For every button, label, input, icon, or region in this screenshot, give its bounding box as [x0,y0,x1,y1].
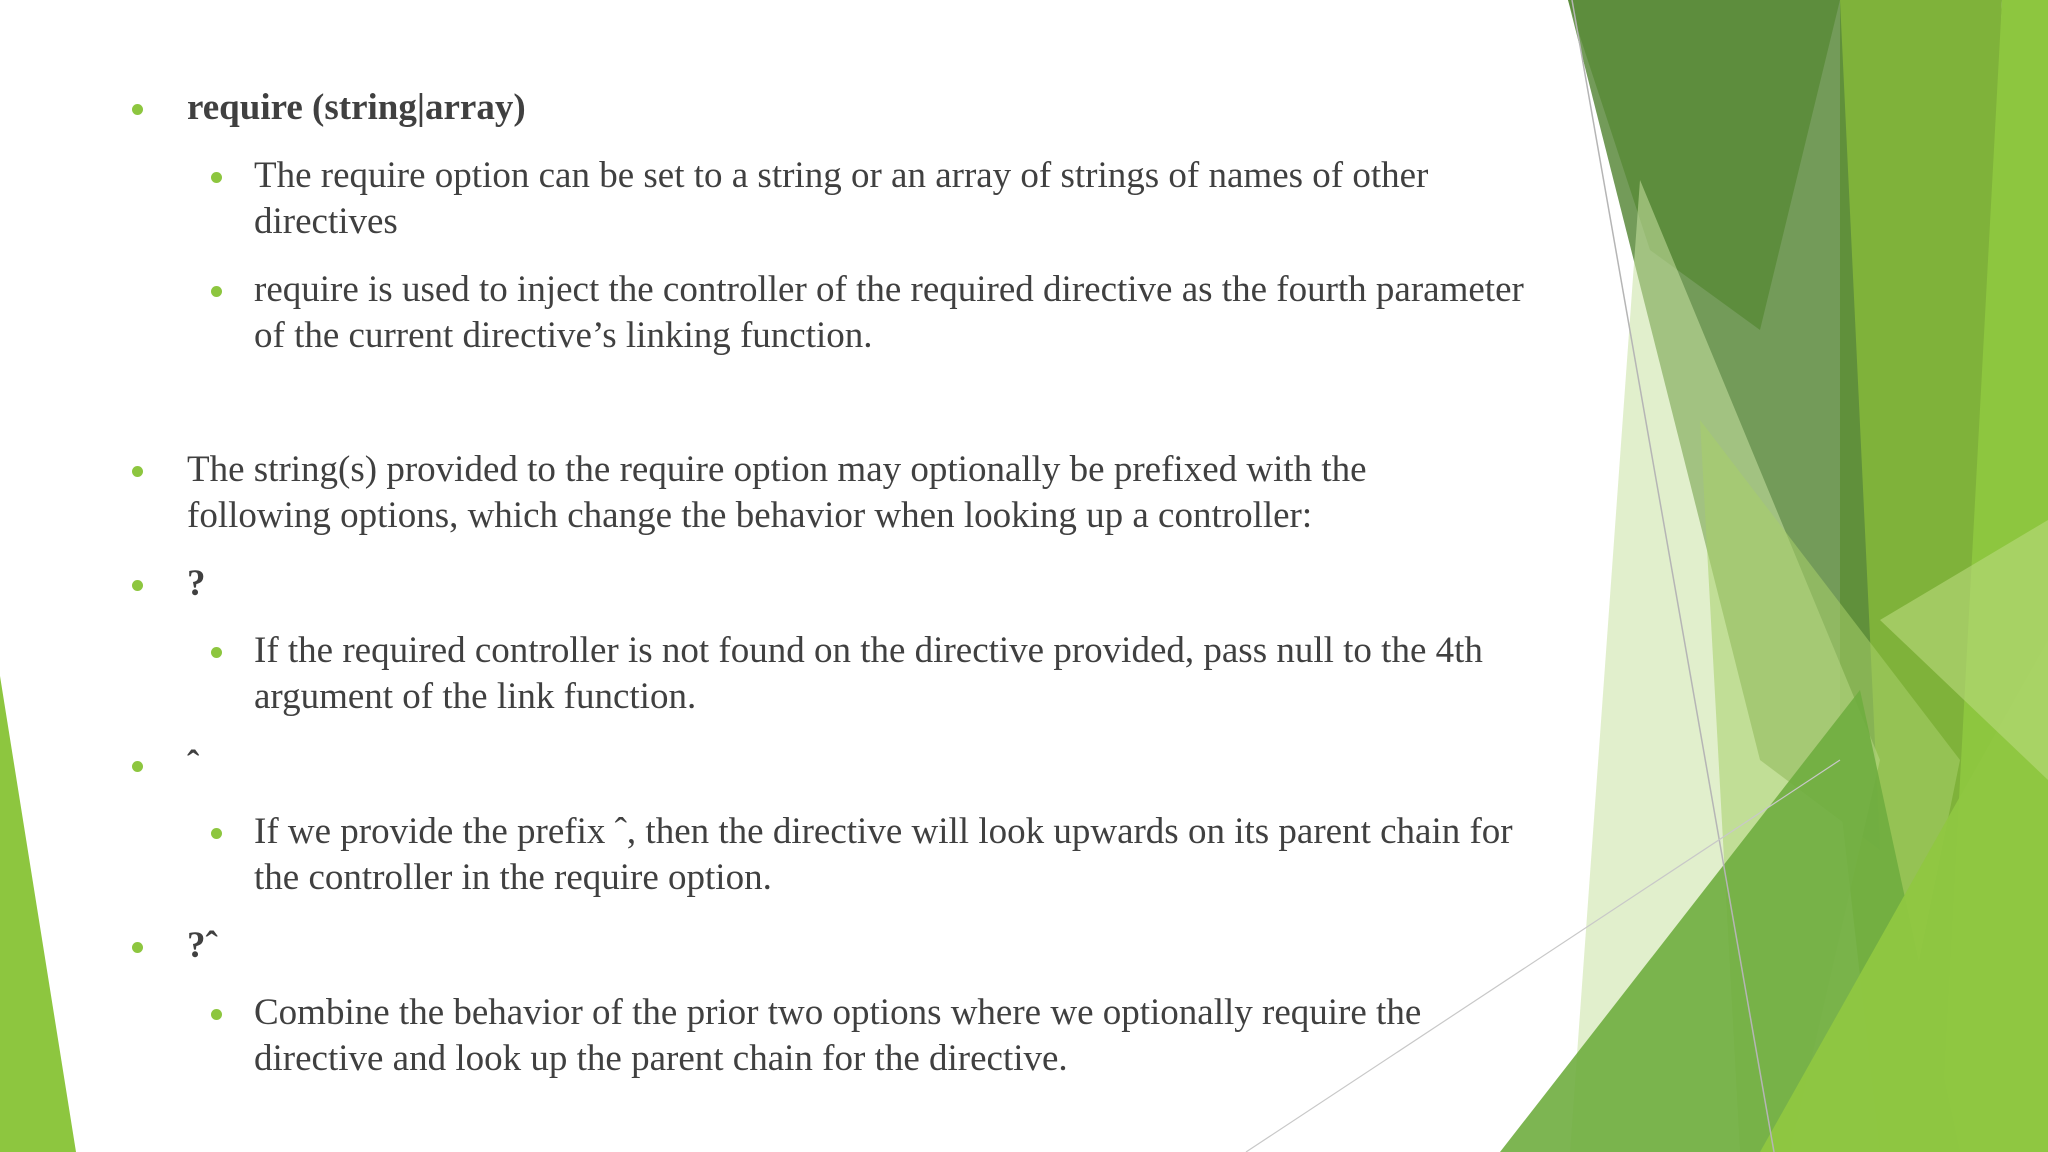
sub-bullet-item [254,628,1554,720]
bullet-dot [211,1009,222,1020]
bullet-item-require [187,85,1517,131]
bullet-dot [211,828,222,839]
bullet-dot [132,761,143,772]
bullet-item-question-caret [187,923,1517,969]
bullet-dot [132,466,143,477]
bullet-item-question [187,561,1517,607]
bullet-item-prefix-intro [187,447,1517,539]
bullet-text: ? [187,563,206,604]
bullet-item-caret [187,742,1517,788]
bullet-text: require (string|array) [187,87,526,128]
sub-bullet-item [254,809,1554,901]
bullet-dot [211,647,222,658]
bullet-text: The string(s) provided to the require option may optionally be prefixed with the following options, which change the behavior when looking up a controller: [187,449,1367,536]
sub-bullet-item [254,990,1554,1082]
bullet-text: require is used to inject the controller of the required directive as the fourth parameter of the current directive’s linking function. [254,269,1524,356]
bullet-text: ˆ [187,744,200,785]
bullet-dot [132,580,143,591]
bullet-dot [132,942,143,953]
sub-bullet-item [254,267,1554,359]
bullet-text: ?ˆ [187,925,218,966]
bullet-text: Combine the behavior of the prior two options where we optionally require the directive and look up the parent chain for the directive. [254,992,1422,1079]
bullet-text: If the required controller is not found on the directive provided, pass null to the 4th argument of the link function. [254,630,1483,717]
bullet-text: If we provide the prefix ˆ, then the directive will look upwards on its parent chain for the controller in the require option. [254,811,1513,898]
bullet-dot [132,104,143,115]
sub-bullet-item [254,153,1554,245]
bullet-dot [211,286,222,297]
bullet-dot [211,172,222,183]
bullet-text: The require option can be set to a string or an array of strings of names of other directives [254,155,1429,242]
